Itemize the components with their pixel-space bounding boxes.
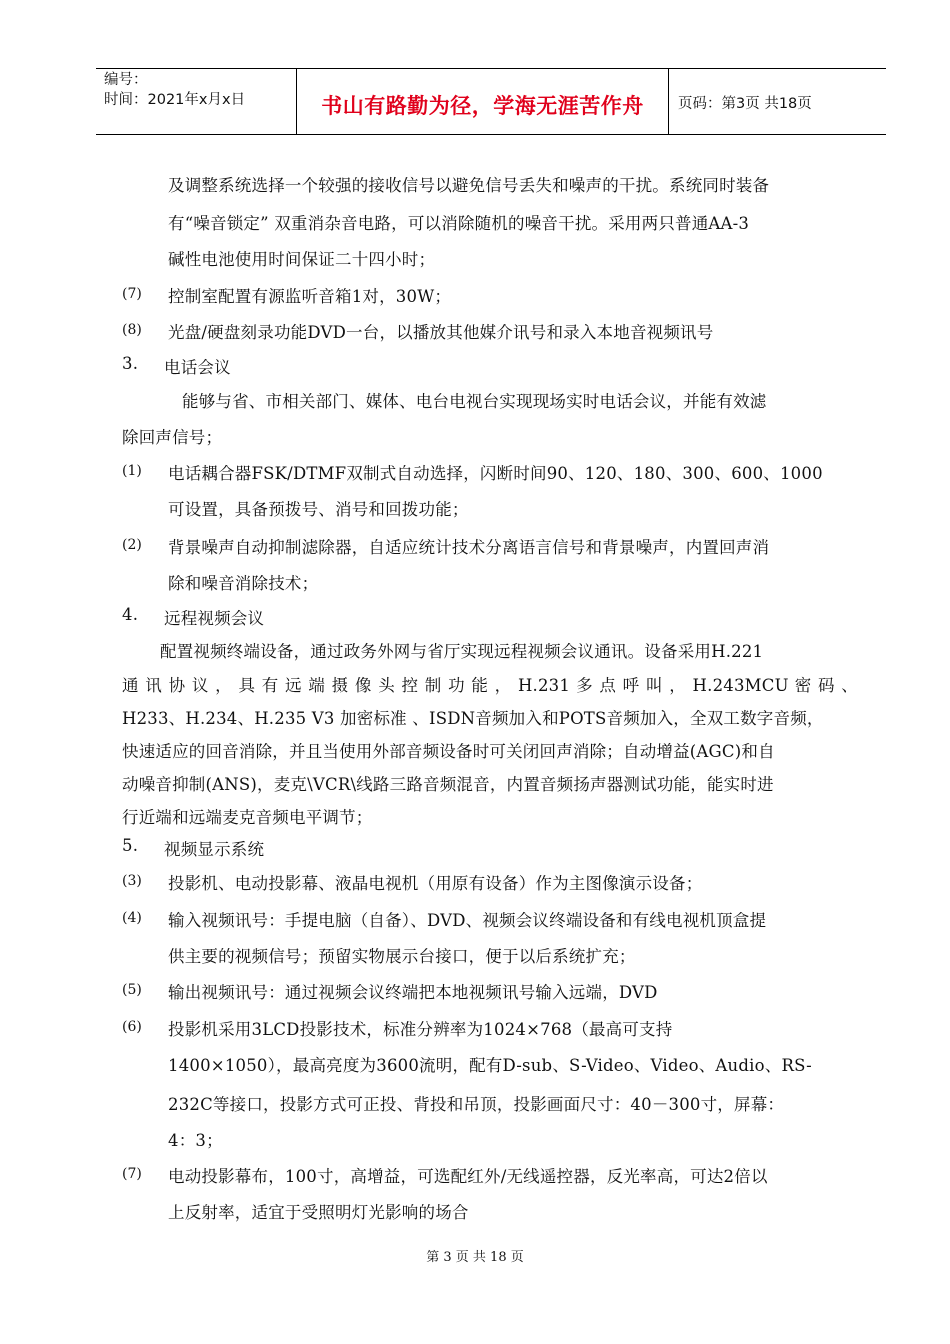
page-footer: 第 3 页 共 18 页 [426,1250,524,1265]
list-item-number: (8) [122,322,142,338]
list-item-text: 光盘/硬盘刻录功能DVD一台，以播放其他媒介讯号和录入本地音视频讯号 [168,323,714,342]
list-item-number: (7) [122,286,142,302]
list-item-text: 电话耦合器FSK/DTMF双制式自动选择，闪断时间90、120、180、300、600、1000 [168,464,823,483]
paragraph-line: 快速适应的回音消除，并且当使用外部音频设备时可关闭回声消除；自动增益(AGC)和自 [122,742,775,761]
list-item-text: 输入视频讯号：手提电脑（自备）、DVD、视频会议终端设备和有线电视机顶盒提 [168,911,767,930]
paragraph-line: 有“噪音锁定” 双重消杂音电路，可以消除随机的噪音干扰。采用两只普通AA-3 [168,214,750,233]
list-item-text: 控制室配置有源监听音箱1对，30W； [168,287,452,306]
paragraph-line: H233、H.234、H.235 V3 加密标准 、ISDN音频加入和POTS音频加入，全双工数字音频， [122,709,824,728]
paragraph-line: 及调整系统选择一个较强的接收信号以避免信号丢失和噪声的干扰。系统同时装备 [168,176,770,195]
header-page-label: 页码：第3页 共18页 [678,96,812,112]
list-item-text: 输出视频讯号：通过视频会议终端把本地视频讯号输入远端，DVD [168,983,658,1002]
paragraph-line: 配置视频终端设备，通过政务外网与省厅实现远程视频会议通讯。设备采用H.221 [160,642,764,661]
list-item-number: (6) [122,1019,142,1035]
header-divider-right [668,68,669,134]
section-number: 4. [122,605,139,624]
paragraph-line: 碱性电池使用时间保证二十四小时； [168,250,436,269]
paragraph-line: 动噪音抑制(ANS)，麦克\VCR\线路三路音频混音，内置音频扬声器测试功能，能实时进 [122,775,774,794]
list-item-text: 除和噪音消除技术； [168,574,319,593]
list-item-text: 电动投影幕布，100寸，高增益，可选配红外/无线遥控器，反光率高，可达2倍以 [168,1167,768,1186]
section-title: 远程视频会议 [164,609,265,628]
list-item-text: 1400×1050），最高亮度为3600流明，配有D-sub、S-Video、Video、Audio、RS- [168,1056,812,1075]
list-item-text: 可设置，具备预拨号、消号和回拨功能； [168,500,469,519]
header-top-rule [96,68,886,69]
list-item-text: 背景噪声自动抑制滤除器，自适应统计技术分离语言信号和背景噪声，内置回声消 [168,538,770,557]
list-item-number: (4) [122,910,142,926]
section-title: 电话会议 [164,358,231,377]
header-bottom-rule [96,134,886,135]
list-item-text: 供主要的视频信号；预留实物展示台接口，便于以后系统扩充； [168,947,636,966]
section-number: 3. [122,354,139,373]
paragraph-line: 除回声信号； [122,428,223,447]
section-number: 5. [122,836,139,855]
document-time-label: 时间：2021年x月x日 [104,92,246,108]
list-item-number: (7) [122,1166,142,1182]
header-motto: 书山有路勤为径，学海无涯苦作舟 [321,94,644,118]
paragraph-line: 通 讯 协 议 ， 具 有 远 端 摄 像 头 控 制 功 能 ， H.231 多 点 呼 叫 ， H.243MCU 密 码 、 [122,676,858,695]
paragraph-line: 能够与省、市相关部门、媒体、电台电视台实现现场实时电话会议，并能有效滤 [182,392,767,411]
paragraph-line: 行近端和远端麦克音频电平调节； [122,808,373,827]
list-item-number: (3) [122,873,142,889]
list-item-text: 投影机采用3LCD投影技术，标准分辨率为1024×768（最高可支持 [168,1020,673,1039]
list-item-text: 4：3； [168,1131,223,1150]
list-item-text: 上反射率，适宜于受照明灯光影响的场合 [168,1203,469,1222]
header-meta [104,70,245,110]
list-item-text: 232C等接口，投影方式可正投、背投和吊顶，投影画面尺寸：40－300寸，屏幕： [168,1095,785,1114]
list-item-number: (1) [122,463,142,479]
list-item-number: (5) [122,982,142,998]
document-number-label: 编号： [104,72,148,88]
list-item-number: (2) [122,537,142,553]
list-item-text: 投影机、电动投影幕、液晶电视机（用原有设备）作为主图像演示设备； [168,874,703,893]
section-title: 视频显示系统 [164,840,265,859]
